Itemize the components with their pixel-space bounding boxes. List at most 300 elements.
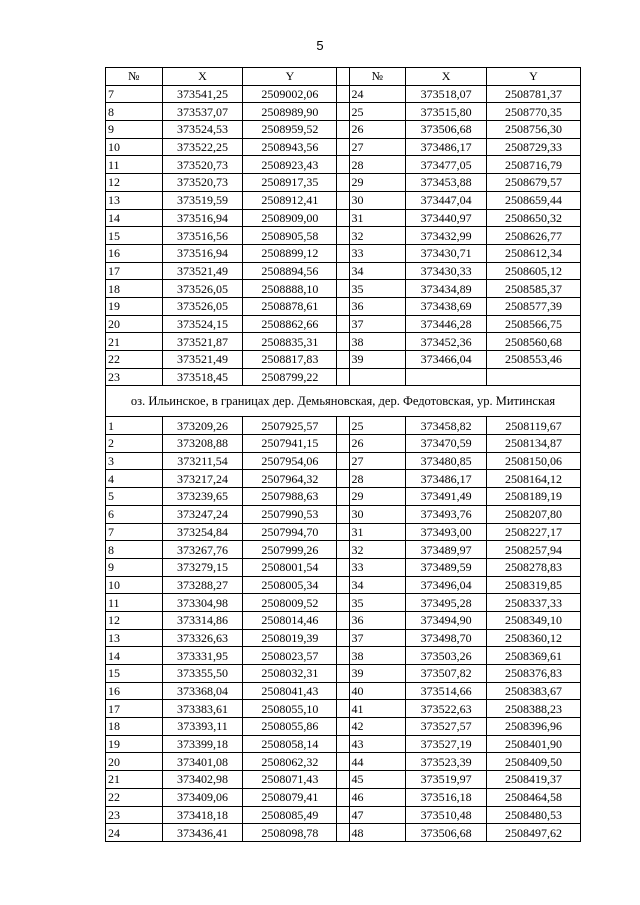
table-row [106,351,581,369]
x-coordinate-left: 373524,53 [162,121,243,139]
x-coordinate-left: 373326,63 [162,629,243,647]
point-number-right: 35 [349,280,406,298]
column-gap [337,611,349,629]
point-number-left: 13 [106,191,163,209]
y-coordinate-right: 2508349,10 [486,611,580,629]
table-row [106,191,581,209]
column-gap [337,209,349,227]
table-row [106,824,581,842]
y-coordinate-right: 2508605,12 [486,262,580,280]
point-number-right: 39 [349,351,406,369]
y-coordinate-left: 2507990,53 [243,505,337,523]
x-coordinate-left: 373520,73 [162,174,243,192]
table-row [106,806,581,824]
x-coordinate-left: 373436,41 [162,824,243,842]
point-number-left: 7 [106,85,163,103]
y-coordinate-left: 2508899,12 [243,244,337,262]
column-gap [337,174,349,192]
column-gap [337,470,349,488]
x-coordinate-left: 373279,15 [162,558,243,576]
column-gap [337,417,349,435]
point-number-left: 21 [106,771,163,789]
point-number-right: 44 [349,753,406,771]
point-number-right: 42 [349,718,406,736]
y-coordinate-left: 2507999,26 [243,541,337,559]
x-coordinate-right: 373466,04 [406,351,487,369]
column-gap [337,280,349,298]
point-number-left: 11 [106,594,163,612]
x-coordinate-left: 373516,94 [162,209,243,227]
point-number-left: 14 [106,647,163,665]
point-number-right: 33 [349,244,406,262]
table-row [106,665,581,683]
table-row [106,558,581,576]
x-coordinate-right: 373447,04 [406,191,487,209]
x-coordinate-right: 373452,36 [406,333,487,351]
y-coordinate-right: 2508781,37 [486,85,580,103]
point-number-right: 32 [349,541,406,559]
x-coordinate-right: 373489,59 [406,558,487,576]
y-coordinate-right: 2508560,68 [486,333,580,351]
point-number-left: 17 [106,700,163,718]
table-row [106,718,581,736]
column-gap [337,665,349,683]
point-number-right: 29 [349,488,406,506]
point-number-right: 36 [349,297,406,315]
table-row [106,788,581,806]
point-number-right: 41 [349,700,406,718]
x-coordinate-right [406,368,487,386]
y-coordinate-left: 2507925,57 [243,417,337,435]
header-num-left: № [106,68,163,86]
point-number-right: 43 [349,735,406,753]
table-row [106,368,581,386]
point-number-left: 9 [106,558,163,576]
point-number-right: 35 [349,594,406,612]
y-coordinate-left: 2508085,49 [243,806,337,824]
column-gap [337,121,349,139]
point-number-left: 23 [106,806,163,824]
column-gap [337,824,349,842]
table-row [106,682,581,700]
y-coordinate-left: 2508905,58 [243,227,337,245]
section-title: оз. Ильинское, в границах дер. Демьяновская, дер. Федотовская, ур. Митинская [106,386,581,417]
y-coordinate-left: 2508055,86 [243,718,337,736]
point-number-right: 39 [349,665,406,683]
y-coordinate-left: 2507994,70 [243,523,337,541]
x-coordinate-left: 373355,50 [162,665,243,683]
column-gap [337,191,349,209]
y-coordinate-right: 2508577,39 [486,297,580,315]
point-number-right: 24 [349,85,406,103]
point-number-right [349,368,406,386]
y-coordinate-left: 2508019,39 [243,629,337,647]
y-coordinate-right: 2508376,83 [486,665,580,683]
x-coordinate-left: 373217,24 [162,470,243,488]
y-coordinate-left: 2508989,90 [243,103,337,121]
x-coordinate-left: 373331,95 [162,647,243,665]
y-coordinate-left: 2508023,57 [243,647,337,665]
column-gap [337,682,349,700]
y-coordinate-right: 2508756,30 [486,121,580,139]
point-number-left: 10 [106,138,163,156]
header-num-right: № [349,68,406,86]
point-number-right: 37 [349,629,406,647]
y-coordinate-right: 2508729,33 [486,138,580,156]
table-row [106,333,581,351]
column-gap [337,523,349,541]
point-number-left: 6 [106,505,163,523]
table-row [106,262,581,280]
y-coordinate-right [486,368,580,386]
point-number-right: 30 [349,505,406,523]
point-number-right: 45 [349,771,406,789]
x-coordinate-left: 373409,06 [162,788,243,806]
y-coordinate-left: 2508959,52 [243,121,337,139]
column-gap [337,806,349,824]
x-coordinate-right: 373489,97 [406,541,487,559]
y-coordinate-left: 2508071,43 [243,771,337,789]
point-number-left: 16 [106,244,163,262]
y-coordinate-right: 2508257,94 [486,541,580,559]
point-number-right: 27 [349,138,406,156]
y-coordinate-right: 2508409,50 [486,753,580,771]
x-coordinate-left: 373526,05 [162,280,243,298]
table-row [106,488,581,506]
point-number-left: 18 [106,718,163,736]
column-gap [337,333,349,351]
x-coordinate-right: 373440,97 [406,209,487,227]
x-coordinate-left: 373516,94 [162,244,243,262]
x-coordinate-right: 373519,97 [406,771,487,789]
x-coordinate-right: 373432,99 [406,227,487,245]
table-row [106,138,581,156]
x-coordinate-left: 373541,25 [162,85,243,103]
y-coordinate-right: 2508659,44 [486,191,580,209]
y-coordinate-right: 2508566,75 [486,315,580,333]
y-coordinate-right: 2508189,19 [486,488,580,506]
y-coordinate-left: 2508917,35 [243,174,337,192]
page-number: 5 [316,38,324,53]
column-gap [337,435,349,453]
point-number-left: 18 [106,280,163,298]
x-coordinate-left: 373399,18 [162,735,243,753]
point-number-left: 8 [106,541,163,559]
x-coordinate-right: 373495,28 [406,594,487,612]
table-row [106,244,581,262]
x-coordinate-left: 373383,61 [162,700,243,718]
y-coordinate-right: 2508612,34 [486,244,580,262]
x-coordinate-left: 373518,45 [162,368,243,386]
point-number-left: 22 [106,351,163,369]
x-coordinate-left: 373239,65 [162,488,243,506]
x-coordinate-right: 373510,48 [406,806,487,824]
table-row [106,771,581,789]
point-number-right: 31 [349,209,406,227]
point-number-left: 16 [106,682,163,700]
point-number-right: 46 [349,788,406,806]
y-coordinate-left: 2508098,78 [243,824,337,842]
table-row [106,103,581,121]
x-coordinate-left: 373521,49 [162,262,243,280]
y-coordinate-right: 2508319,85 [486,576,580,594]
column-gap [337,244,349,262]
table-row [106,541,581,559]
point-number-left: 14 [106,209,163,227]
column-gap [337,488,349,506]
y-coordinate-left: 2508862,66 [243,315,337,333]
x-coordinate-left: 373521,87 [162,333,243,351]
column-gap [337,788,349,806]
x-coordinate-right: 373438,69 [406,297,487,315]
x-coordinate-left: 373393,11 [162,718,243,736]
table-row [106,280,581,298]
point-number-right: 27 [349,452,406,470]
column-gap [337,85,349,103]
point-number-right: 25 [349,103,406,121]
column-gap [337,297,349,315]
x-coordinate-left: 373208,88 [162,435,243,453]
x-coordinate-right: 373458,82 [406,417,487,435]
point-number-left: 21 [106,333,163,351]
y-coordinate-right: 2508337,33 [486,594,580,612]
x-coordinate-left: 373314,86 [162,611,243,629]
column-gap [337,735,349,753]
y-coordinate-left: 2508014,46 [243,611,337,629]
y-coordinate-right: 2508419,37 [486,771,580,789]
x-coordinate-left: 373522,25 [162,138,243,156]
x-coordinate-right: 373486,17 [406,470,487,488]
point-number-right: 38 [349,333,406,351]
point-number-left: 24 [106,824,163,842]
y-coordinate-right: 2508480,53 [486,806,580,824]
x-coordinate-right: 373453,88 [406,174,487,192]
x-coordinate-left: 373209,26 [162,417,243,435]
point-number-right: 31 [349,523,406,541]
point-number-left: 3 [106,452,163,470]
x-coordinate-right: 373527,57 [406,718,487,736]
y-coordinate-right: 2508278,83 [486,558,580,576]
point-number-left: 5 [106,488,163,506]
table-row [106,735,581,753]
point-number-right: 37 [349,315,406,333]
x-coordinate-right: 373430,33 [406,262,487,280]
x-coordinate-left: 373402,98 [162,771,243,789]
point-number-right: 30 [349,191,406,209]
point-number-right: 48 [349,824,406,842]
y-coordinate-left: 2508001,54 [243,558,337,576]
x-coordinate-right: 373523,39 [406,753,487,771]
y-coordinate-left: 2508923,43 [243,156,337,174]
y-coordinate-left: 2508817,83 [243,351,337,369]
y-coordinate-left: 2508835,31 [243,333,337,351]
y-coordinate-left: 2508005,34 [243,576,337,594]
x-coordinate-right: 373507,82 [406,665,487,683]
point-number-left: 15 [106,665,163,683]
point-number-left: 17 [106,262,163,280]
y-coordinate-left: 2508062,32 [243,753,337,771]
column-gap [337,452,349,470]
table-row [106,594,581,612]
y-coordinate-right: 2508553,46 [486,351,580,369]
y-coordinate-left: 2509002,06 [243,85,337,103]
y-coordinate-right: 2508388,23 [486,700,580,718]
point-number-right: 34 [349,576,406,594]
y-coordinate-left: 2508032,31 [243,665,337,683]
y-coordinate-left: 2508878,61 [243,297,337,315]
table-row [106,85,581,103]
x-coordinate-right: 373434,89 [406,280,487,298]
table-row [106,209,581,227]
column-gap [337,576,349,594]
y-coordinate-right: 2508134,87 [486,435,580,453]
x-coordinate-right: 373503,26 [406,647,487,665]
y-coordinate-right: 2508464,58 [486,788,580,806]
x-coordinate-right: 373516,18 [406,788,487,806]
y-coordinate-left: 2507954,06 [243,452,337,470]
x-coordinate-left: 373521,49 [162,351,243,369]
x-coordinate-right: 373477,05 [406,156,487,174]
x-coordinate-left: 373526,05 [162,297,243,315]
point-number-left: 19 [106,735,163,753]
x-coordinate-left: 373516,56 [162,227,243,245]
y-coordinate-left: 2508041,43 [243,682,337,700]
x-coordinate-left: 373401,08 [162,753,243,771]
table-row [106,227,581,245]
x-coordinate-right: 373506,68 [406,824,487,842]
table-row [106,470,581,488]
point-number-right: 36 [349,611,406,629]
y-coordinate-left: 2507941,15 [243,435,337,453]
x-coordinate-left: 373524,15 [162,315,243,333]
point-number-left: 12 [106,174,163,192]
point-number-left: 9 [106,121,163,139]
x-coordinate-left: 373211,54 [162,452,243,470]
point-number-left: 22 [106,788,163,806]
x-coordinate-right: 373493,00 [406,523,487,541]
x-coordinate-right: 373527,19 [406,735,487,753]
table-header-row [106,68,581,86]
table-row [106,435,581,453]
column-gap [337,227,349,245]
point-number-left: 19 [106,297,163,315]
y-coordinate-left: 2508894,56 [243,262,337,280]
point-number-right: 29 [349,174,406,192]
column-gap [337,505,349,523]
column-gap [337,771,349,789]
coordinates-table [105,67,581,842]
point-number-right: 32 [349,227,406,245]
y-coordinate-left: 2508943,56 [243,138,337,156]
column-gap [337,315,349,333]
point-number-left: 13 [106,629,163,647]
table-row [106,647,581,665]
x-coordinate-right: 373514,66 [406,682,487,700]
x-coordinate-left: 373418,18 [162,806,243,824]
point-number-left: 15 [106,227,163,245]
x-coordinate-left: 373304,98 [162,594,243,612]
point-number-left: 20 [106,753,163,771]
table-row [106,315,581,333]
point-number-left: 8 [106,103,163,121]
x-coordinate-right: 373515,80 [406,103,487,121]
table-row [106,174,581,192]
x-coordinate-right: 373522,63 [406,700,487,718]
x-coordinate-right: 373498,70 [406,629,487,647]
y-coordinate-left: 2507964,32 [243,470,337,488]
y-coordinate-right: 2508716,79 [486,156,580,174]
x-coordinate-right: 373491,49 [406,488,487,506]
point-number-right: 28 [349,470,406,488]
y-coordinate-left: 2508909,00 [243,209,337,227]
x-coordinate-right: 373486,17 [406,138,487,156]
point-number-right: 38 [349,647,406,665]
table-row [106,505,581,523]
y-coordinate-left: 2508799,22 [243,368,337,386]
point-number-left: 11 [106,156,163,174]
y-coordinate-left: 2508079,41 [243,788,337,806]
column-gap [337,68,349,86]
x-coordinate-right: 373496,04 [406,576,487,594]
y-coordinate-left: 2508888,10 [243,280,337,298]
x-coordinate-left: 373267,76 [162,541,243,559]
x-coordinate-right: 373470,59 [406,435,487,453]
column-gap [337,368,349,386]
column-gap [337,262,349,280]
point-number-right: 34 [349,262,406,280]
y-coordinate-right: 2508497,62 [486,824,580,842]
x-coordinate-left: 373537,07 [162,103,243,121]
column-gap [337,541,349,559]
point-number-left: 20 [106,315,163,333]
column-gap [337,138,349,156]
column-gap [337,647,349,665]
point-number-left: 12 [106,611,163,629]
table-row [106,576,581,594]
x-coordinate-right: 373493,76 [406,505,487,523]
x-coordinate-left: 373520,73 [162,156,243,174]
table-row [106,523,581,541]
x-coordinate-right: 373506,68 [406,121,487,139]
point-number-right: 28 [349,156,406,174]
x-coordinate-right: 373446,28 [406,315,487,333]
y-coordinate-right: 2508770,35 [486,103,580,121]
y-coordinate-right: 2508650,32 [486,209,580,227]
table-row [106,452,581,470]
y-coordinate-right: 2508207,80 [486,505,580,523]
point-number-left: 10 [106,576,163,594]
column-gap [337,629,349,647]
y-coordinate-left: 2507988,63 [243,488,337,506]
y-coordinate-left: 2508058,14 [243,735,337,753]
point-number-right: 25 [349,417,406,435]
point-number-left: 2 [106,435,163,453]
y-coordinate-left: 2508009,52 [243,594,337,612]
point-number-right: 40 [349,682,406,700]
column-gap [337,351,349,369]
point-number-right: 26 [349,435,406,453]
table-row [106,417,581,435]
column-gap [337,594,349,612]
header-x-left: X [162,68,243,86]
y-coordinate-right: 2508164,12 [486,470,580,488]
point-number-right: 47 [349,806,406,824]
table-row [106,611,581,629]
x-coordinate-left: 373519,59 [162,191,243,209]
y-coordinate-left: 2508055,10 [243,700,337,718]
table-row [106,700,581,718]
table-row [106,629,581,647]
